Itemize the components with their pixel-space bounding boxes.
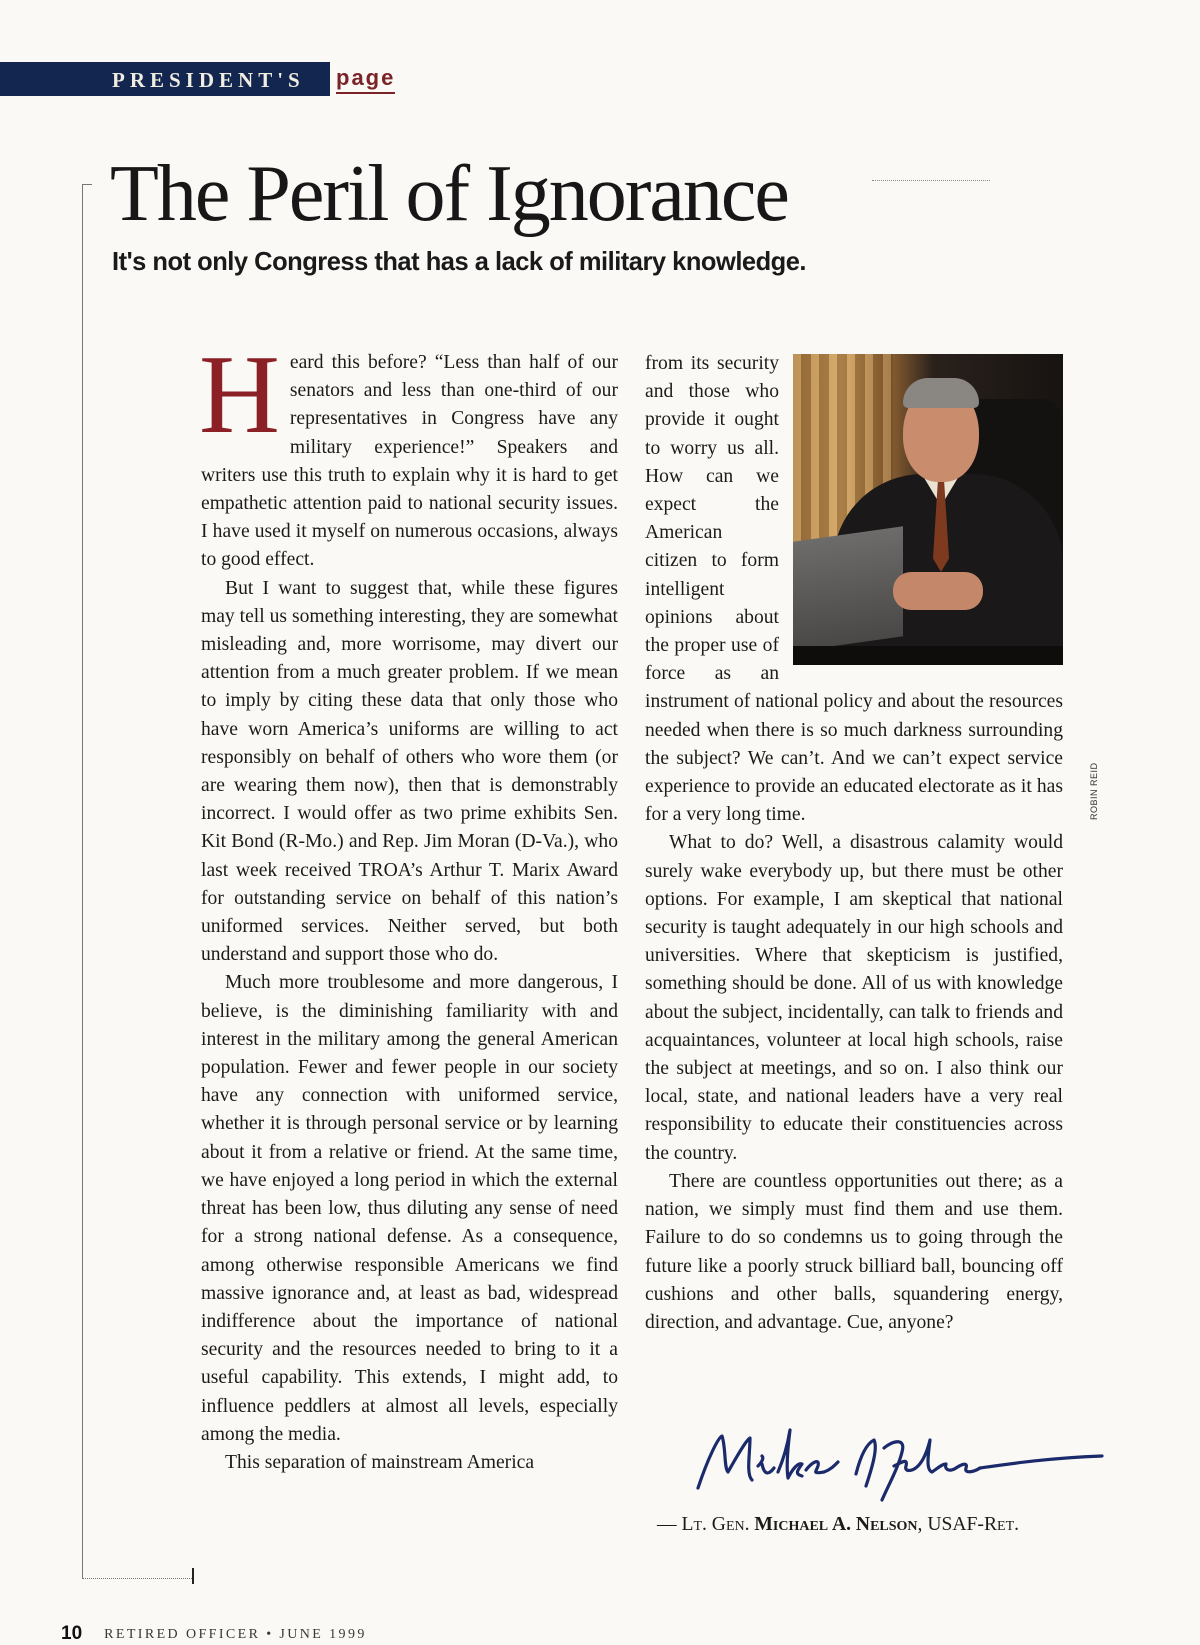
photo-credit: ROBIN REID (1089, 762, 1099, 820)
article-column-right (645, 350, 1063, 1337)
page-footer (61, 1623, 367, 1645)
paragraph: Much more troublesome and more dangerous, I believe, is the diminishing familiarity with and interest in the military among the general American population. Fewer and fewer people in our society have any connection with uniformed service, whether it is through personal service or by learning about it from a relative or friend. At the same time, we have enjoyed a long period in which the external threat has been low, thus diluting any sense of need for a strong national defense. As a consequence, among otherwise responsible Americans we find massive ignorance and, at least as bad, widespread indifference about the importance of national security and the resources needed to bring to it a useful capability. This extends, I might add, to influence peddlers at almost all levels, especially among the media. (201, 972, 618, 1445)
frame-rule-bottom-tick (192, 1568, 194, 1584)
title-dotted-rule (872, 180, 990, 181)
article-column-left (199, 333, 618, 1477)
paragraph: What to do? Well, a disastrous calamity would surely wake everybody up, but there must be other options. For example, I am skeptical that national security is taught adequately in our high schools and universities. Where that skepticism is justified, something should be done. All of us with knowledge about the subject, incidentally, can talk to friends and acquaintances, volunteer at local high schools, raise the subject at meetings, and so on. I also think our local, state, and national leaders have a very real responsibility to educate their constituencies across the country. (645, 832, 1063, 1164)
frame-rule-vertical (82, 184, 83, 1578)
frame-rule-bottom (82, 1578, 192, 1579)
byline-suffix: , USAF-Ret. (917, 1514, 1020, 1535)
magazine-issue: RETIRED OFFICER • JUNE 1999 (104, 1627, 367, 1642)
paragraph: But I want to suggest that, while these figures may tell us something interesting, they are somewhat misleading and, more worrisome, may divert our attention from a much greater problem. If we mean to imply by citing these data that only those who have worn America’s uniforms are willing to act responsibly on behalf of others who wore them (or are wearing them now), then that is demonstrably incorrect. I would offer as two prime exhibits Sen. Kit Bond (R-Mo.) and Rep. Jim Moran (D-Va.), who last week received TROA’s Arthur T. Marix Award for outstanding service on behalf of this nation’s uniformed services. Neither served, but both understand and support those who do. (201, 577, 618, 966)
paragraph: There are countless opportunities out there; as a nation, we simply must find them and use them. Failure to do so condemns us to going through the future like a poorly struck billiard ball, bouncing off cushions and other balls, squandering energy, direction, and advantage. Cue, anyone? (645, 1170, 1063, 1333)
author-photo (793, 354, 1063, 665)
section-label: PRESIDENT'S (112, 68, 305, 92)
paragraph-text: eard this before? “Less than half of our senators and less than one-third of our representatives in Congress have any military experience!” Speakers and writers use this truth to explain why it is hard to get empathetic attention paid to national security issues. I have used it myself on numerous occasions, always to good effect. (201, 352, 618, 571)
drop-cap: H (199, 333, 280, 457)
paragraph (199, 333, 618, 575)
article-title: The Peril of Ignorance (110, 150, 788, 238)
byline (657, 1512, 1019, 1538)
paragraph: from its security and those who provide it ought to worry us all. How can we expect the American citizen to form intelligent opinions about the proper use of force as an instrument of national policy and about the resources needed when there is so much darkness surrounding the subject? We can’t. And we can’t expect service experience to provide an educated electorate as it has for a very long time. (645, 353, 1063, 826)
page-number: 10 (61, 1623, 83, 1644)
paragraph: This separation of mainstream America (225, 1451, 535, 1473)
article-subtitle: It's not only Congress that has a lack of military knowledge. (112, 246, 807, 276)
byline-prefix: — Lt. Gen. (657, 1514, 755, 1535)
section-label-page: page (336, 64, 395, 94)
frame-rule-tick (82, 184, 92, 185)
author-name: Michael A. Nelson (754, 1514, 918, 1535)
author-signature (688, 1418, 1108, 1504)
